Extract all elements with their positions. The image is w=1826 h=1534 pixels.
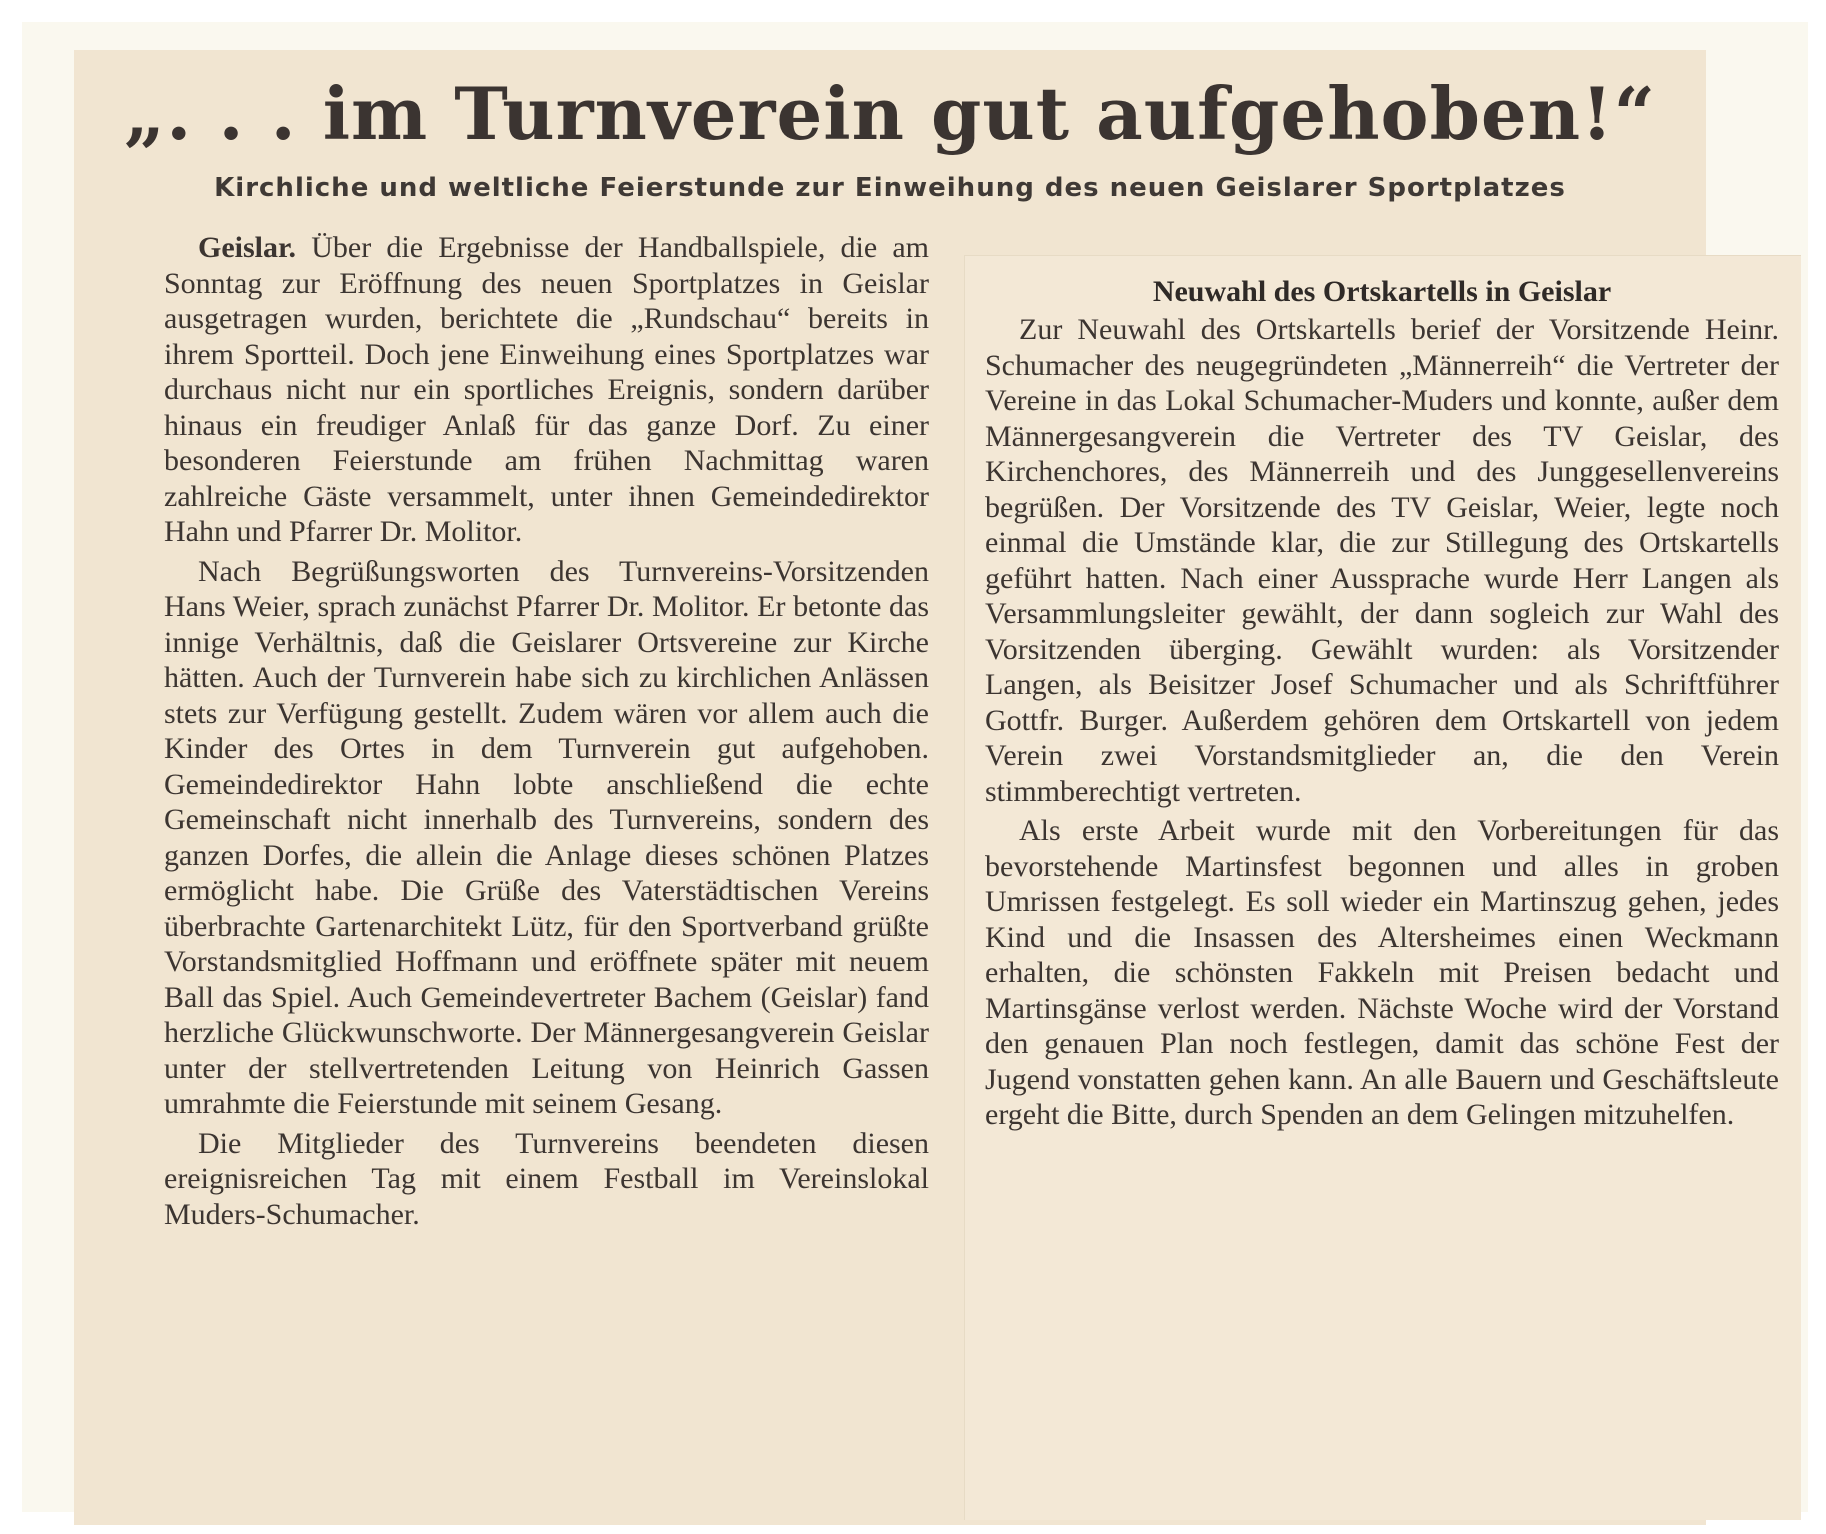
article-paragraph-1-text: Über die Ergebnisse der Handballspiele, die am Sonntag zur Eröffnung des neuen Sportplatzes in Geislar ausgetragen wurden, berichtete die „Rundschau“ bereits in ihrem Sportteil. Doch jene Einweihung eines Sportplatzes war durchaus nicht nur ein sportliches Ereignis, sondern darüber hinaus ein freudiger Anlaß für das ganze Dorf. Zu einer besonderen Feierstunde am frühen Nachmittag waren zahlreiche Gäste versammelt, unter ihnen Gemeindedirektor Hahn und Pfarrer Dr. Molitor.	[164, 231, 929, 548]
sidebar-column	[985, 312, 1779, 1133]
sidebar-paragraph-2: Als erste Arbeit wurde mit den Vorbereitungen für das bevorstehende Martinsfest begonnen und alles in groben Umrissen festgelegt. Es soll wieder ein Martinszug gehen, jedes Kind und die Insassen des Altersheimes einen Weckmann erhalten, die schönsten Fakkeln mit Preisen bedacht und Martinsgänse verlost werden. Nächste Woche wird der Vorstand den genauen Plan noch festlegen, damit das schöne Fest der Jugend vonstatten gehen kann. An alle Bauern und Geschäftsleute ergeht die Bitte, durch Spenden an dem Gelingen mitzuhelfen.	[985, 814, 1779, 1131]
article-paragraph-2: Nach Begrüßungsworten des Turnvereins-Vorsitzenden Hans Weier, sprach zunächst Pfarrer Dr. Molitor. Er betonte das innige Verhältnis, daß die Geislarer Ortsvereine zur Kirche hätten. Auch der Turnverein habe sich zu kirchlichen Anlässen stets zur Verfügung gestellt. Zudem wären vor allem auch die Kinder des Ortes in dem Turnverein gut aufgehoben. Gemeindedirektor Hahn lobte anschließend die echte Gemeinschaft nicht innerhalb des Turnvereins, sondern des ganzen Dorfes, die allein die Anlage dieses schönen Platzes ermöglicht habe. Die Grüße des Vaterstädtischen Vereins überbrachte Gartenarchitekt Lütz, für den Sportverband grüßte Vorstandsmitglied Hoffmann und eröffnete später mit neuem Ball das Spiel. Auch Gemeindevertreter Bachem (Geislar) fand herzliche Glückwunschworte. Der Männergesangverein Geislar unter der stellvertretenden Leitung von Heinrich Gassen umrahmte die Feierstunde mit seinem Gesang.	[164, 554, 929, 1120]
newspaper-clipping-main	[74, 50, 1779, 1525]
article-column	[164, 230, 929, 1232]
article-paragraph-3: Die Mitglieder des Turnvereins beendeten diesen ereignisreichen Tag mit einem Festball im Vereinslokal Muders-Schumacher.	[164, 1126, 929, 1231]
subheadline: Kirchliche und weltliche Feierstunde zur Einweihung des neuen Geislarer Sportplatzes	[214, 173, 1566, 203]
headline: „. . . im Turnverein gut aufgehoben!“	[123, 71, 1657, 156]
dateline: Geislar.	[198, 231, 297, 264]
scan-background	[22, 22, 1808, 1512]
sidebar-title: Neuwahl des Ortskartells in Geislar	[1152, 275, 1612, 308]
sidebar-paragraph-1: Zur Neuwahl des Ortskartells berief der Vorsitzende Heinr. Schumacher des neugegründeten „Männerreih“ die Vertreter der Vereine in das Lokal Schumacher-Muders und konnte, außer dem Männergesangverein die Vertreter des TV Geislar, des Kirchenchores, des Männerreih und des Junggesellenvereins begrüßen. Der Vorsitzende des TV Geislar, Weier, legte noch einmal die Umstände klar, die zur Stillegung des Ortskartells geführt hatten. Nach einer Aussprache wurde Herr Langen als Versammlungsleiter gewählt, der dann sogleich zur Wahl des Vorsitzenden überging. Gewählt wurden: als Vorsitzender Langen, als Beisitzer Josef Schumacher und als Schriftführer Gottfr. Burger. Außerdem gehören dem Ortskartell von jedem Verein zwei Vorstandsmitglieder an, die den Verein stimmberechtigt vertreten.	[985, 313, 1779, 808]
article-paragraph-1	[164, 230, 929, 550]
